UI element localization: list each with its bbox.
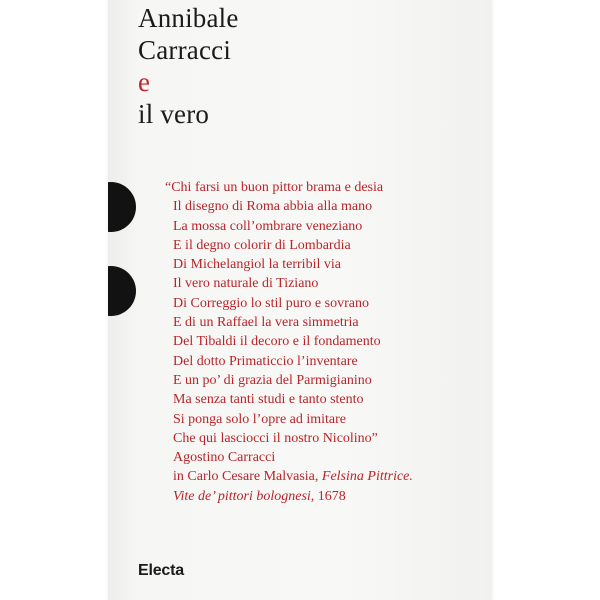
poem-line: Il disegno di Roma abbia alla mano — [173, 199, 373, 215]
poem-line: E il degno colorir di Lombardia — [173, 237, 351, 253]
poem-line: Che qui lasciocci il nostro Nicolino” — [173, 430, 378, 446]
poem-line: Del Tibaldi il decoro e il fondamento — [173, 334, 381, 350]
poem-line: Di Michelangiol la terribil via — [173, 257, 341, 273]
title-line-1: Annibale — [138, 3, 239, 33]
poem-source-line-2 — [165, 487, 487, 506]
poem-line: Del dotto Primaticcio l’inventare — [173, 353, 358, 369]
poem-quote — [165, 178, 487, 506]
source-year: , 1678 — [310, 488, 346, 504]
poem-line: Di Correggio lo stil puro e sovrano — [173, 295, 369, 311]
title-line-2: Carracci — [138, 35, 232, 65]
source-prefix: in Carlo Cesare Malvasia, — [173, 469, 319, 485]
poem-author: Agostino Carracci — [173, 450, 276, 466]
book-cover — [108, 0, 492, 600]
publisher-logo: Electa — [138, 562, 184, 579]
poem-line: E di un Raffael la vera simmetria — [173, 315, 359, 331]
poem-line: Ma senza tanti studi e tanto stento — [173, 392, 364, 408]
book-title — [138, 2, 239, 130]
poem-line: Si ponga solo l’opre ad imitare — [173, 411, 347, 427]
poem-line: La mossa coll’ombrare veneziano — [173, 218, 363, 234]
poem-line: Il vero naturale di Tiziano — [173, 276, 319, 292]
source-title-1: Felsina Pittrice. — [321, 469, 413, 485]
poem-line: “Chi farsi un buon pittor brama e desia — [165, 180, 384, 195]
title-line-4: il vero — [138, 99, 210, 129]
poem-source-line — [165, 467, 487, 486]
source-title-2: Vite de’ pittori bolognesi — [173, 488, 311, 504]
decorative-dot-top — [108, 182, 136, 232]
poem-line: E un po’ di grazia del Parmigianino — [173, 372, 372, 388]
decorative-dot-bottom — [108, 266, 136, 316]
title-line-3: e — [138, 67, 151, 97]
